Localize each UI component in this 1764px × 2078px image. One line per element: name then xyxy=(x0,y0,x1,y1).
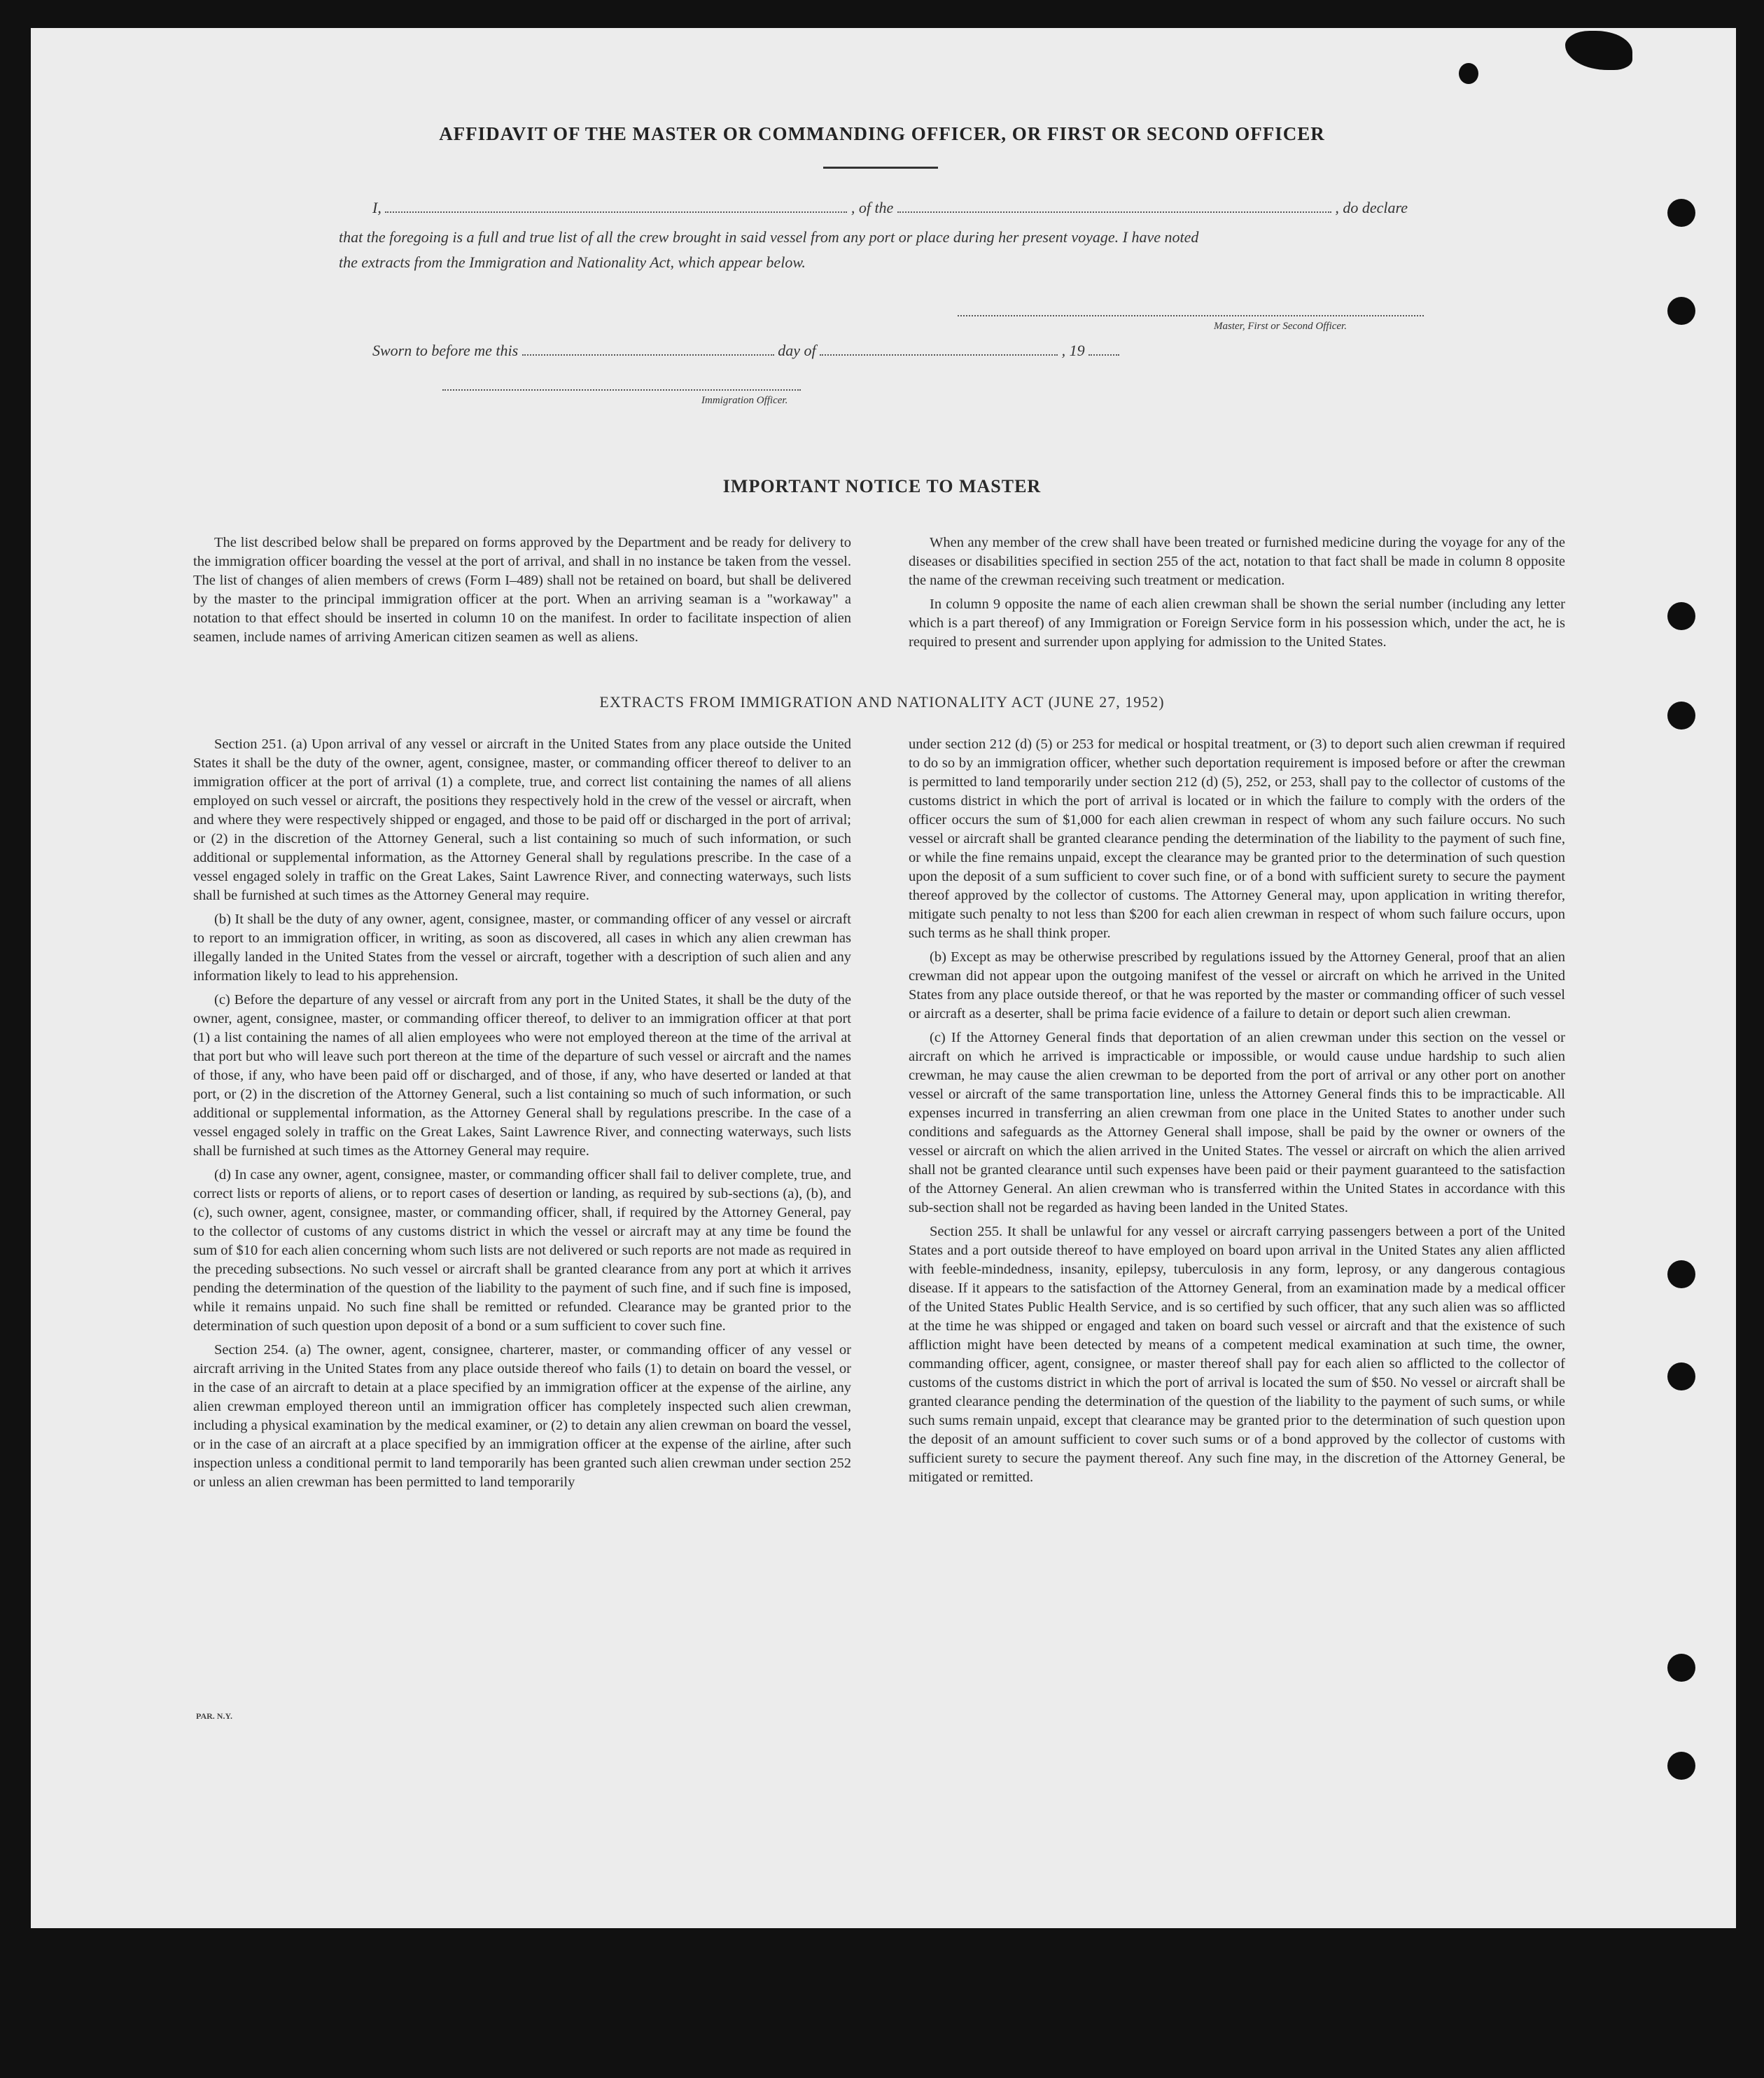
declarant-name-field[interactable] xyxy=(385,199,847,213)
statute-paragraph: (c) Before the departure of any vessel or aircraft from any port in the United States, it shall be the duty of the owner, agent, consignee, master, or commanding officer thereof, to deliver to an immigration officer at that port (1) a list containing the names of all alien employees who were not employed thereon at the time of the arrival at that port but who will leave such port thereon at the time of the departure of such vessel or aircraft and the names of those, if any, who have been paid off or discharged, and of those, if any, who have deserted or landed at that port, or (2) in the discretion of the Attorney General, such a list containing so much of such information, or such additional or supplemental information, as the Attorney General shall by regulations prescribe. In the case of a vessel engaged solely in traffic on the Great Lakes, Saint Lawrence River, and connecting waterways, such lists shall be furnished at such times as the Attorney General may require. xyxy=(193,992,851,1159)
sworn-day-field[interactable] xyxy=(522,342,774,356)
sworn-label: Sworn to before me this xyxy=(372,342,519,359)
punch-hole xyxy=(1667,602,1695,630)
declaration-text: that the foregoing is a full and true list of all the crew brought in said vessel from any port or place during her present voyage. I have noted xyxy=(339,228,1199,246)
punch-hole xyxy=(1667,1260,1695,1288)
immigration-officer-signature-field[interactable] xyxy=(442,389,801,391)
extracts-left-column xyxy=(193,735,851,1497)
of-the-label: , of the xyxy=(850,199,894,216)
notice-left-column xyxy=(193,534,851,652)
statute-paragraph: (b) Except as may be otherwise prescribed by regulations issued by the Attorney General, proof that an alien crewman did not appear upon the outgoing manifest of the vessel or aircraft on which he arrived in the United States from any place outside thereof, or that he was reported by the master or commanding officer of such vessel or aircraft as a deserter, shall be prima facie evidence of a failure to detain or deport such alien crewman. xyxy=(909,949,1565,1021)
do-declare-label: , do declare xyxy=(1335,199,1408,216)
statute-paragraph: (c) If the Attorney General finds that deportation of an alien crewman under this section on the vessel or aircraft on which he arrived is impracticable or impossible, or would cause undue hardship to such alien crewman, he may cause the alien crewman to be deported from the port of arrival or any other port on another vessel or aircraft of the same transportation line, unless the Attorney General finds this to be impracticable. All expenses incurred in transferring an alien crewman from one place in the United States to another under such conditions and safeguards as the Attorney General shall impose, shall be paid by the owner or owners of the vessel or aircraft on which the alien arrived in the United States. The vessel or aircraft on which the alien arrived shall not be granted clearance until such expenses have been paid or their payment guaranteed to the satisfaction of the Attorney General. An alien crewman who is transferred within the United States in accordance with this sub-section shall not be regarded as having been landed in the United States. xyxy=(909,1030,1565,1215)
statute-paragraph: (b) It shall be the duty of any owner, agent, consignee, master, or commanding officer of any vessel or aircraft to report to an immigration officer, in writing, as soon as discovered, all cases in which any alien crewman has illegally landed in the United States from the vessel or aircraft, together with a description of such alien and any information likely to lead to his apprehension. xyxy=(193,912,851,984)
master-signature-field[interactable] xyxy=(958,315,1424,316)
punch-hole xyxy=(1667,297,1695,325)
punch-hole xyxy=(1667,199,1695,227)
extracts-title: EXTRACTS FROM IMMIGRATION AND NATIONALITY ACT (JUNE 27, 1952) xyxy=(599,693,1165,711)
notice-right-column xyxy=(909,534,1565,657)
affidavit-title: AFFIDAVIT OF THE MASTER OR COMMANDING OFFICER, OR FIRST OR SECOND OFFICER xyxy=(439,123,1325,144)
declarant-label: I, xyxy=(372,199,382,216)
title-rule xyxy=(823,167,938,169)
statute-paragraph: under section 212 (d) (5) or 253 for medical or hospital treatment, or (3) to deport such alien crewman if required to do so by an immigration officer, whether such deportation requirement is imposed before or after the crewman is permitted to land temporarily under section 212 (d) (5), 252, or 253, shall pay to the collector of customs of the customs district in which the port of arrival is located or in which the failure to comply with the orders of the officer occurs the sum of $1,000 for each alien crewman in respect of whom any such failure occurs. No such vessel or aircraft shall be granted clearance pending the determination of the liability to the payment of such fine, or while the fine remains unpaid, except the clearance may be granted prior to the determination of such question upon the deposit of a sum sufficient to cover such fine, or of a bond with sufficient surety to secure the payment thereof approved by the collector of customs. The Attorney General may, upon application in writing therefor, mitigate such penalty to not less than $200 for each alien crewman in respect of whom such failure occurs, upon such terms as he shall think proper. xyxy=(909,737,1565,941)
extracts-right-column xyxy=(909,735,1565,1492)
statute-paragraph: (d) In case any owner, agent, consignee, master, or commanding officer shall fail to deliver complete, true, and correct lists or reports of aliens, or to report cases of desertion or landing, as required by sub-sections (a), (b), and (c), such owner, agent, consignee, master, or commanding officer, shall, if required by the Attorney General, pay to the collector of customs of any customs district in which the vessel or aircraft may at any time be found the sum of $10 for each alien concerning whom such lists are not delivered or such reports are not made as required in the preceding subsections. No such vessel or aircraft shall be granted clearance from any port at which it arrives pending the determination of the question of the liability to the payment of such fine, and if such fine is imposed, while it remains unpaid. No such fine shall be remitted or refunded. Clearance may be granted prior to the determination of such question upon deposit of a bond or a sum sufficient to cover such fine. xyxy=(193,1167,851,1334)
notice-paragraph: The list described below shall be prepared on forms approved by the Department and be ready for delivery to the immigration officer boarding the vessel at the port of arrival, and shall in no instance be taken from the vessel. The list of changes of alien members of crews (Form I–489) shall not be retained on board, but shall be delivered by the master to the principal immigration officer at the port. When an arriving seaman is a "workaway" a notation to that effect should be inserted in column 10 on the manifest. In order to facilitate inspection of alien seamen, include names of arriving American citizen seamen as well as aliens. xyxy=(193,535,851,645)
year-label: , 19 xyxy=(1061,342,1085,359)
day-of-label: day of xyxy=(778,342,816,359)
sworn-year-field[interactable] xyxy=(1088,342,1119,356)
sworn-month-field[interactable] xyxy=(820,342,1058,356)
vessel-name-field[interactable] xyxy=(897,199,1331,213)
punch-hole xyxy=(1667,1362,1695,1390)
notice-paragraph: When any member of the crew shall have been treated or furnished medicine during the voyage for any of the diseases or disabilities specified in section 255 of the act, notation to that fact shall be made in column 8 opposite the name of the crewman receiving such treatment or medication. xyxy=(909,535,1565,588)
immigration-officer-caption: Immigration Officer. xyxy=(701,395,788,406)
punch-hole xyxy=(1459,63,1478,84)
scan-background xyxy=(0,1928,1764,2078)
master-signature-caption: Master, First or Second Officer. xyxy=(1214,321,1347,332)
statute-paragraph: Section 251. (a) Upon arrival of any vessel or aircraft in the United States from any place outside the United States it shall be the duty of the owner, agent, consignee, master, or commanding officer thereof to deliver to an immigration officer at the port of arrival (1) a complete, true, and correct list containing the names of all aliens employed on such vessel or aircraft, the positions they respectively hold in the crew of the vessel or aircraft, when and where they were respectively shipped or engaged, and those to be paid off or discharged in the port of arrival; or (2) in the discretion of the Attorney General, such a list containing so much of such information, or such additional or supplemental information, as the Attorney General shall by regulations prescribe. In the case of a vessel engaged solely in traffic on the Great Lakes, Saint Lawrence River, and connecting waterways, such lists shall be furnished at such times as the Attorney General may require. xyxy=(193,737,851,903)
declaration-line xyxy=(372,199,1408,217)
declaration-text-cont: the extracts from the Immigration and Nationality Act, which appear below. xyxy=(339,253,806,271)
notice-title: IMPORTANT NOTICE TO MASTER xyxy=(722,476,1042,496)
sworn-line xyxy=(372,342,1119,360)
statute-paragraph: Section 254. (a) The owner, agent, consignee, charterer, master, or commanding officer of any vessel or aircraft arriving in the United States from any place outside thereof who fails (1) to detain on board the vessel, or in the case of an aircraft to detain at a place specified by an immigration officer at the expense of the airline, any alien crewman employed thereon until an immigration officer has completely inspected such alien crewman, including a physical examination by the medical examiner, or (2) to detain any alien crewman on board the vessel, or in the case of an aircraft at a place specified by an immigration officer at the expense of the airline, after such inspection unless a conditional permit to land temporarily has been granted such alien crewman under section 252 or unless an alien crewman has been permitted to land temporarily xyxy=(193,1342,851,1490)
notice-paragraph: In column 9 opposite the name of each alien crewman shall be shown the serial number (including any letter which is a part thereof) of any Immigration or Foreign Service form in his possession which, under the act, he is required to present and surrender upon applying for admission to the United States. xyxy=(909,597,1565,650)
punch-hole xyxy=(1667,1752,1695,1780)
statute-paragraph: Section 255. It shall be unlawful for any vessel or aircraft carrying passengers between a port of the United States and a port outside thereof to have employed on board upon arrival in the United States any alien afflicted with feeble-mindedness, insanity, epilepsy, tuberculosis in any form, leprosy, or any dangerous contagious disease. If it appears to the satisfaction of the Attorney General, from an examination made by a medical officer of the United States Public Health Service, and is so certified by such officer, that any such alien was so afflicted at the time he was shipped or engaged and taken on board such vessel or aircraft and that the existence of such affliction might have been detected by means of a competent medical examination at such time, the owner, commanding officer, agent, consignee, or master thereof shall pay for each alien so afflicted to the collector of customs of the customs district in which the port of arrival is located the sum of $50. No vessel or aircraft shall be granted clearance pending the determination of the question of the liability to the payment of such sums, or while such sums remain unpaid, except that clearance may be granted prior to the determination of such question upon the deposit of an amount sufficient to cover such sums or of a bond approved by the collector of customs with sufficient surety to secure the payment thereof. Any such fine may, in the discretion of the Attorney General, be mitigated or remitted. xyxy=(909,1224,1565,1485)
printer-mark: PAR. N.Y. xyxy=(196,1711,233,1721)
punch-hole xyxy=(1667,1654,1695,1682)
